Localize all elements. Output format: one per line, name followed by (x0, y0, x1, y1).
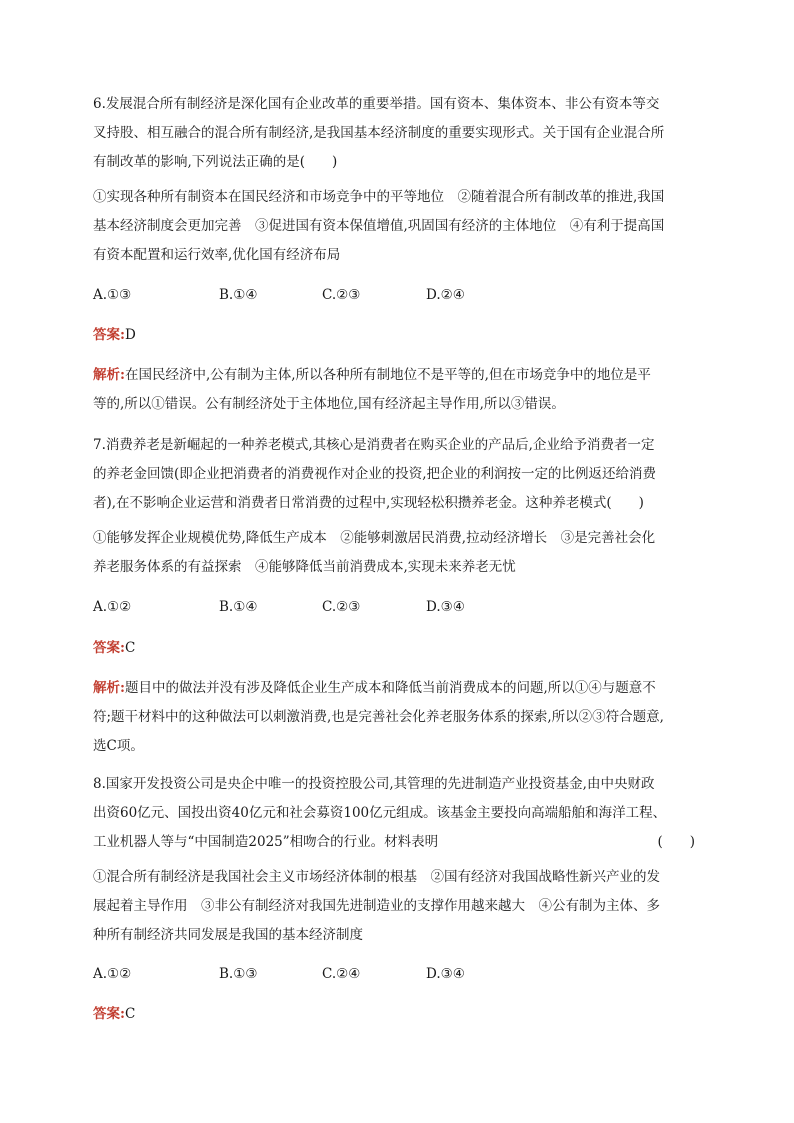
analysis-line: 符;题干材料中的这种做法可以刺激消费,也是完善社会化养老服务体系的探索,所以②③符合题意, (93, 709, 664, 725)
question-8-options (93, 960, 703, 989)
answer-value: C (124, 1006, 136, 1022)
analysis-line: 题目中的做法并没有涉及降低企业生产成本和降低当前消费成本的问题,所以①④与题意不 (124, 680, 656, 696)
option-c: C.②③ (322, 599, 361, 615)
answer-value: D (124, 327, 136, 343)
answer-label: 答案: (93, 1006, 125, 1022)
statement-line: 有资本配置和运行效率,优化国有经济布局 (93, 247, 341, 263)
option-c: C.②④ (322, 966, 361, 982)
stem-line: 8.国家开发投资公司是央企中唯一的投资控股公司,其管理的先进制造产业投资基金,由中央财政 (93, 776, 655, 792)
question-7-answer (93, 634, 703, 663)
question-7-analysis (93, 674, 703, 761)
question-6-statements (93, 183, 703, 270)
statement-line: 养老服务体系的有益探索 ④能够降低当前消费成本,实现未来养老无忧 (93, 559, 516, 575)
option-d: D.②④ (426, 287, 465, 303)
analysis-line: 等的,所以①错误。公有制经济处于主体地位,国有经济起主导作用,所以③错误。 (93, 396, 565, 412)
question-7-statements (93, 524, 703, 582)
option-a: A.①② (93, 599, 132, 615)
analysis-line: 选C项。 (93, 738, 144, 754)
stem-line: 叉持股、相互融合的混合所有制经济,是我国基本经济制度的重要实现形式。关于国有企业混合所 (93, 125, 665, 141)
question-7-options (93, 593, 703, 622)
stem-line: 者),在不影响企业运营和消费者日常消费的过程中,实现轻松积攒养老金。这种养老模式( ) (93, 495, 644, 511)
statement-line: ①混合所有制经济是我国社会主义市场经济体制的根基 ②国有经济对我国战略性新兴产业的发 (93, 869, 660, 885)
stem-line: 7.消费养老是新崛起的一种养老模式,其核心是消费者在购买企业的产品后,企业给予消费者一定 (93, 437, 655, 453)
option-a: A.①② (93, 966, 132, 982)
option-b: B.①③ (219, 966, 258, 982)
stem-line: 有制改革的影响,下列说法正确的是( ) (93, 154, 338, 170)
question-6-answer (93, 321, 703, 350)
statement-line: 展起着主导作用 ③非公有制经济对我国先进制造业的支撑作用越来越大 ④公有制为主体、多 (93, 898, 660, 914)
statement-line: 种所有制经济共同发展是我国的基本经济制度 (93, 927, 363, 943)
option-b: B.①④ (219, 287, 258, 303)
option-d: D.③④ (426, 599, 465, 615)
question-6-stem (93, 90, 703, 177)
answer-value: C (124, 640, 136, 656)
answer-label: 答案: (93, 640, 125, 656)
option-c: C.②③ (322, 287, 361, 303)
stem-line: 6.发展混合所有制经济是深化国有企业改革的重要举措。国有资本、集体资本、非公有资本等交 (93, 96, 660, 112)
stem-line: 出资60亿元、国投出资40亿元和社会募资100亿元组成。该基金主要投向高端船舶和海洋工程、 (93, 805, 667, 821)
question-6-options (93, 281, 703, 310)
analysis-label: 解析: (93, 680, 125, 696)
statement-line: ①实现各种所有制资本在国民经济和市场竞争中的平等地位 ②随着混合所有制改革的推进,我国 (93, 189, 665, 205)
question-7-stem (93, 431, 703, 518)
statement-line: ①能够发挥企业规模优势,降低生产成本 ②能够刺激居民消费,拉动经济增长 ③是完善社会化 (93, 530, 656, 546)
statement-line: 基本经济制度会更加完善 ③促进国有资本保值增值,巩固国有经济的主体地位 ④有利于提高国 (93, 218, 665, 234)
question-8-answer (93, 1000, 703, 1029)
question-8-statements (93, 863, 703, 950)
option-b: B.①④ (219, 599, 258, 615)
answer-label: 答案: (93, 327, 125, 343)
stem-line: 工业机器人等与“中国制造2025”相吻合的行业。材料表明 (93, 834, 439, 850)
analysis-label: 解析: (93, 367, 125, 383)
question-6-analysis (93, 361, 703, 419)
option-a: A.①③ (93, 287, 132, 303)
answer-blank: ( ) (657, 834, 695, 850)
stem-line: 的养老金回馈(即企业把消费者的消费视作对企业的投资,把企业的利润按一定的比例返还给消费 (93, 466, 657, 482)
analysis-line: 在国民经济中,公有制为主体,所以各种所有制地位不是平等的,但在市场竞争中的地位是平 (124, 367, 651, 383)
option-d: D.③④ (426, 966, 465, 982)
question-8-stem (93, 770, 703, 857)
